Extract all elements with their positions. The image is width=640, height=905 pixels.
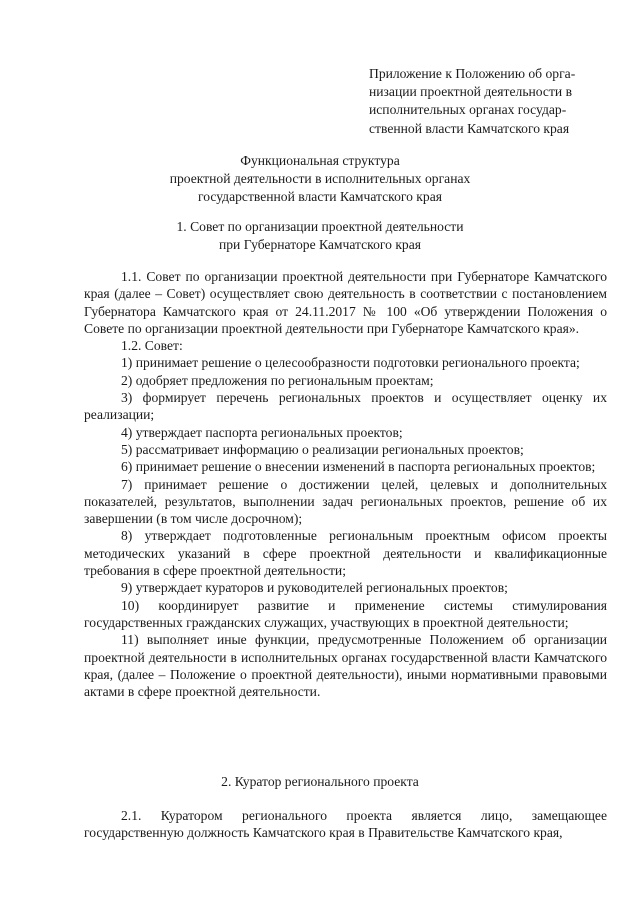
title-line: проектной деятельности в исполнительных органах [169, 171, 471, 187]
list-item-1: 1) принимает решение о целесообразности подготовки регионального проекта; [121, 355, 580, 371]
section-heading-line: 1. Совет по организации проектной деятельности [176, 219, 464, 234]
list-item-7: 7) принимает решение о достижении целей, целевых и дополнительных показателей, результатов, выполнении задач региональных проектов, решение об их завершении (в том числе досрочном); [84, 476, 607, 527]
list-item-8: 8) утверждает подготовленные региональным проектным офисом проекты методических указаний в сфере проектной деятельности и квалификационные требования в сфере проектной деятельности; [84, 528, 607, 579]
appendix-line: низации проектной деятельности в [369, 84, 572, 100]
appendix-line: Приложение к Положению об орга- [369, 66, 576, 81]
title-line: Функциональная структура [240, 153, 400, 168]
title-line: государственной власти Камчатского края [198, 189, 442, 205]
appendix-note [369, 65, 609, 138]
list-item-2: 2) одобряет предложения по региональным проектам; [121, 372, 434, 388]
paragraph-1-1: 1.1. Совет по организации проектной деятельности при Губернаторе Камчатского края (далее – Совет) осуществляет свою деятельность в соответствии с постановлением Губернатора Камчатского края от 24.11.2017 № 100 «Об утверждении Положения о Совете по организации проектной деятельности при Губернаторе Камчатского края». [84, 269, 607, 336]
list-item-5: 5) рассматривает информацию о реализации региональных проектов; [121, 441, 524, 457]
section-1-body [84, 268, 607, 700]
paragraph-1-2: 1.2. Совет: [121, 338, 183, 354]
list-item-10: 10) координирует развитие и применение системы стимулирования государственных гражданских служащих, участвующих в проектной деятельности; [84, 597, 607, 630]
appendix-line: исполнительных органах государ- [369, 102, 567, 118]
list-item-6: 6) принимает решение о внесении изменений в паспорта региональных проектов; [121, 459, 596, 475]
list-item-4: 4) утверждает паспорта региональных проектов; [121, 424, 403, 440]
section-heading-line: при Губернаторе Камчатского края [218, 237, 422, 253]
section-2-body [84, 807, 607, 842]
list-item-9: 9) утверждает кураторов и руководителей региональных проектов; [121, 580, 508, 596]
list-item-3: 3) формирует перечень региональных проектов и осуществляет оценку их реализации; [84, 390, 607, 423]
section-1-heading [0, 218, 640, 254]
appendix-line: ственной власти Камчатского края [369, 120, 570, 136]
section-2-heading: 2. Куратор регионального проекта [221, 774, 419, 789]
list-item-11: 11) выполняет иные функции, предусмотренные Положением об организации проектной деятельности в исполнительных органах государственной власти Камчатского края, (далее – Положение о проектной деятельности), иными нормативными правовыми актами в сфере проектной деятельности. [84, 632, 607, 700]
paragraph-2-1: 2.1. Куратором регионального проекта является лицо, замещающее государственную должность Камчатского края в Правительстве Камчатского края, [84, 808, 607, 841]
document-title [0, 152, 640, 207]
